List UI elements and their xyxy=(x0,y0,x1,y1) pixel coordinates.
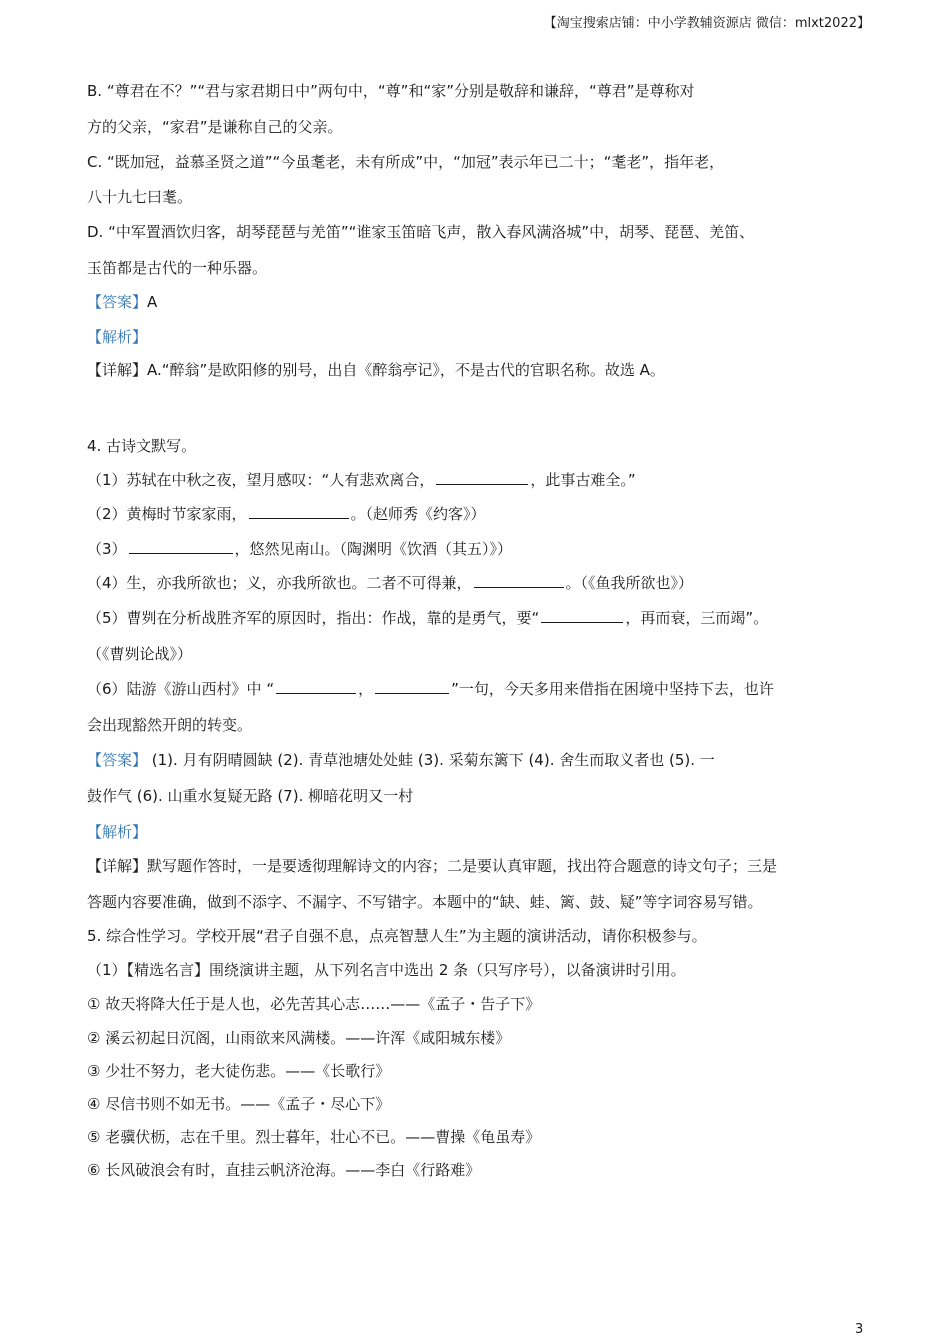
answer-blank xyxy=(474,573,564,588)
page-number: 3 xyxy=(855,1322,864,1337)
detail-tag: 【详解】 xyxy=(87,857,148,875)
item-text: ，悠然见南山。（陶渊明《饮酒（其五）》） xyxy=(234,540,513,558)
answer-blank xyxy=(249,504,349,519)
detail-text: 默写题作答时，一是要透彻理解诗文的内容；二是要认真审题，找出符合题意的诗文句子；三是 xyxy=(147,857,778,875)
quote-item: ④ 尽信书则不如无书。——《孟子・尽心下》 xyxy=(87,1095,391,1113)
answer-blank xyxy=(541,608,623,623)
q3-answer xyxy=(87,292,157,312)
answer-blank xyxy=(129,539,233,554)
item-text: （2）黄梅时节家家雨， xyxy=(87,505,247,523)
q4-item-4 xyxy=(87,573,693,593)
answer-text: A xyxy=(147,293,158,311)
q4-item-6-line-2: 会出现豁然开朗的转变。 xyxy=(87,716,253,734)
q4-title: 4. 古诗文默写。 xyxy=(87,437,197,455)
option-d-line-2: 玉笛都是古代的一种乐器。 xyxy=(87,259,268,277)
q4-answer-line-1 xyxy=(87,750,715,770)
option-c-line-1: C. “既加冠，益慕圣贤之道”“今虽耄老，未有所成”中，“加冠”表示年已二十；“耄老”，指年老， xyxy=(87,153,725,171)
q4-item-2 xyxy=(87,504,486,524)
page-header: 【淘宝搜索店铺：中小学教辅资源店 微信：mlxt2022】 xyxy=(543,16,870,31)
item-text: （1）苏轼在中秋之夜，望月感叹：“人有悲欢离合， xyxy=(87,471,435,489)
q4-item-3 xyxy=(87,539,512,559)
item-text: ，再而衰，三而竭”。 xyxy=(625,609,769,627)
answer-blank xyxy=(436,470,528,485)
q4-detail-line-1 xyxy=(87,856,777,876)
item-text: 。（赵师秀《约客》） xyxy=(350,505,486,523)
quote-item: ① 故天将降大任于是人也，必先苦其心志……——《孟子・告子下》 xyxy=(87,995,541,1013)
q5-sub-1: （1）【精选名言】围绕演讲主题，从下列名言中选出 2 条（只写序号），以备演讲时引用。 xyxy=(87,961,686,979)
quote-item: ⑥ 长风破浪会有时，直挂云帆济沧海。——李白《行路难》 xyxy=(87,1161,481,1179)
item-text: ， xyxy=(358,680,374,698)
q4-analysis-tag: 【解析】 xyxy=(87,823,148,841)
quote-item: ③ 少壮不努力，老大徒伤悲。——《长歌行》 xyxy=(87,1062,391,1080)
answer-text: (1). 月有阴晴圆缺 (2). 青草池塘处处蛙 (3). 采菊东篱下 (4). 舍生而取义者也 (5). 一 xyxy=(147,751,715,769)
item-text: ，此事古难全。” xyxy=(530,471,636,489)
q4-detail-line-2: 答题内容要准确，做到不添字、不漏字、不写错字。本题中的“缺、蛙、篱、鼓、疑”等字词容易写错。 xyxy=(87,893,763,911)
item-text: （5）曹刿在分析战胜齐军的原因时，指出：作战，靠的是勇气，要“ xyxy=(87,609,540,627)
q5-title: 5. 综合性学习。学校开展“君子自强不息，点亮智慧人生”为主题的演讲活动，请你积极参与。 xyxy=(87,927,707,945)
item-text: （6）陆游《游山西村》中 “ xyxy=(87,680,275,698)
item-text: ”一句，今天多用来借指在困境中坚持下去，也许 xyxy=(451,680,774,698)
q4-item-6 xyxy=(87,679,774,699)
q3-analysis-tag: 【解析】 xyxy=(87,328,148,346)
q4-item-1 xyxy=(87,470,636,490)
quote-item: ⑤ 老骥伏枥，志在千里。烈士暮年，壮心不已。——曹操《龟虽寿》 xyxy=(87,1128,541,1146)
option-c-line-2: 八十九七曰耄。 xyxy=(87,188,193,206)
option-b-line-1: B. “尊君在不？”“君与家君期日中”两句中，“尊”和“家”分别是敬辞和谦辞，“尊君”是尊称对 xyxy=(87,82,695,100)
q4-item-5 xyxy=(87,608,768,628)
option-d-line-1: D. “中军置酒饮归客，胡琴琵琶与羌笛”“谁家玉笛暗飞声，散入春风满洛城”中，胡琴、琵琶、羌笛、 xyxy=(87,223,755,241)
quote-item: ② 溪云初起日沉阁，山雨欲来风满楼。——许浑《咸阳城东楼》 xyxy=(87,1029,511,1047)
q4-item-5-source: （《曹刿论战》） xyxy=(87,645,193,663)
answer-blank xyxy=(276,679,356,694)
option-b-line-2: 方的父亲，“家君”是谦称自己的父亲。 xyxy=(87,118,343,136)
item-text: （4）生，亦我所欲也；义，亦我所欲也。二者不可得兼， xyxy=(87,574,472,592)
detail-text: A.“醉翁”是欧阳修的别号，出自《醉翁亭记》，不是古代的官职名称。故选 A。 xyxy=(147,361,665,379)
item-text: 。（《鱼我所欲也》） xyxy=(565,574,694,592)
detail-tag: 【详解】 xyxy=(87,361,148,379)
answer-blank xyxy=(375,679,449,694)
answer-tag: 【答案】 xyxy=(87,751,148,769)
item-text: （3） xyxy=(87,540,127,558)
q4-answer-line-2: 鼓作气 (6). 山重水复疑无路 (7). 柳暗花明又一村 xyxy=(87,787,414,805)
answer-tag: 【答案】 xyxy=(87,293,148,311)
q3-detail xyxy=(87,360,665,380)
